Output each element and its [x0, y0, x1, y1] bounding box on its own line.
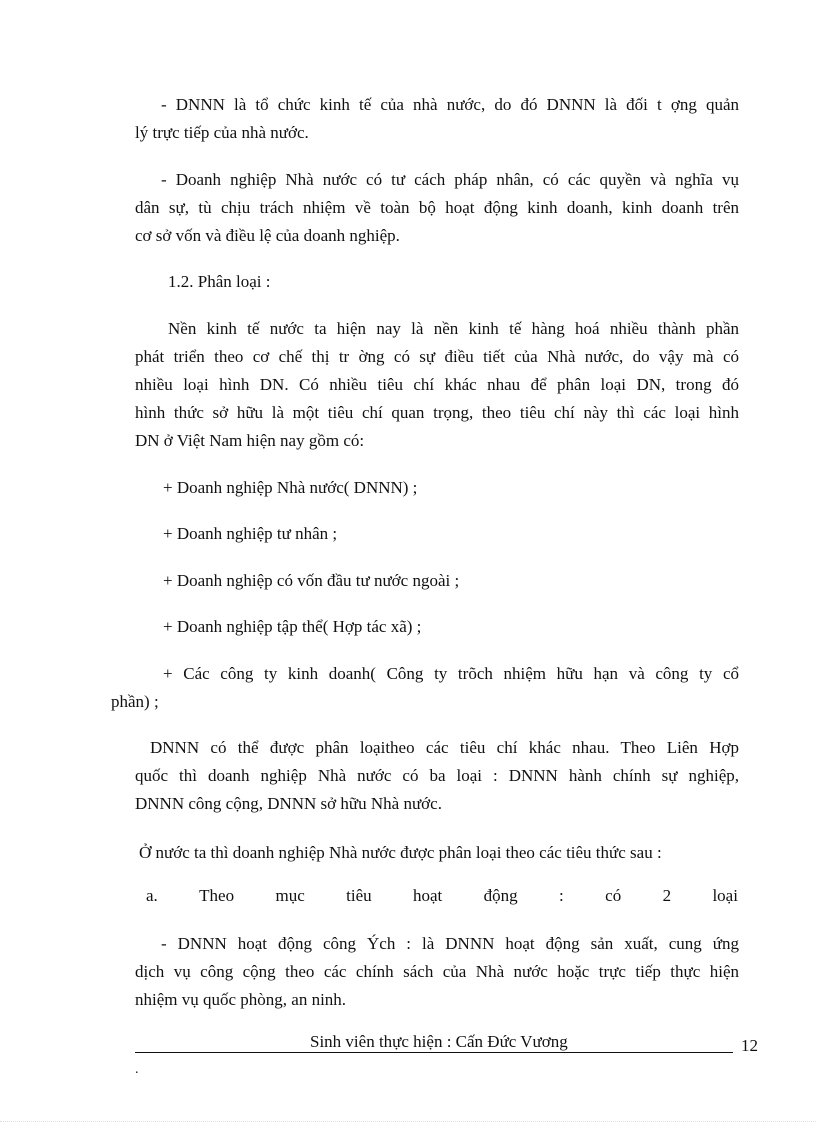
row-a-word: hoạt — [413, 886, 443, 905]
text-line: - DNNN hoạt động công Ých : là DNNN hoạt động sản xuất, cung ứng — [161, 934, 739, 953]
paragraph-companies — [111, 660, 739, 716]
row-a-word: Theo — [199, 886, 235, 905]
footer-rule — [135, 1052, 733, 1053]
text-line: lý trực tiếp của nhà nước. — [135, 123, 309, 142]
text-line: nhiệm vụ quốc phòng, an ninh. — [135, 990, 347, 1009]
row-a-word: 2 — [662, 886, 672, 905]
paragraph-legal-entity — [135, 166, 739, 250]
text-line: DNNN công cộng, DNNN sở hữu Nhà nước. — [135, 794, 442, 813]
row-a-word: a. — [146, 886, 158, 905]
page-number: 12 — [741, 1036, 758, 1055]
text-line: dân sự, tù chịu trách nhiệm về toàn bộ hoạt động kinh doanh, kinh doanh trên — [135, 198, 739, 217]
page-edge-divider — [0, 1121, 816, 1122]
row-a-word: : — [559, 886, 564, 905]
list-item: + Doanh nghiệp có vốn đầu tư nước ngoài ; — [163, 571, 460, 590]
text-line: phần) ; — [111, 692, 159, 711]
text-line: hình thức sở hữu là một tiêu chí quan trọng, theo tiêu chí này thì các loại hình — [135, 403, 739, 422]
text-line: cơ sở vốn và điều lệ của doanh nghiệp. — [135, 226, 400, 245]
text-line: dịch vụ công cộng theo các chính sách của Nhà nước hoặc trực tiếp thực hiện — [135, 962, 739, 981]
footer-author: Sinh viên thực hiện : Cấn Đức Vương — [310, 1032, 568, 1051]
row-a-word: loại — [712, 886, 738, 905]
list-item: + Doanh nghiệp Nhà nước( DNNN) ; — [163, 478, 418, 497]
paragraph-public-service — [135, 930, 739, 1014]
row-a-word: động — [483, 886, 518, 905]
row-a-word: có — [605, 886, 622, 905]
item-a-row — [146, 882, 738, 910]
section-heading: 1.2. Phân loại : — [168, 272, 271, 291]
list-item: + Doanh nghiệp tập thể( Hợp tác xã) ; — [163, 617, 422, 636]
text-line: DN ở Việt Nam hiện nay gồm có: — [135, 431, 365, 450]
paragraph-economy — [135, 315, 739, 455]
text-line: phát triển theo cơ chế thị tr ờng có sự điều tiết của Nhà nước, do vậy mà có — [135, 347, 739, 366]
footer-mark: . — [135, 1062, 139, 1077]
row-a-word: mục — [275, 886, 305, 905]
text-line: - DNNN là tổ chức kinh tế của nhà nước, do đó DNNN là đối t ợng quản — [161, 95, 739, 114]
text-line: nhiều loại hình DN. Có nhiều tiêu chí khác nhau để phân loại DN, trong đó — [135, 375, 739, 394]
paragraph-criteria: Ở nước ta thì doanh nghiệp Nhà nước được phân loại theo các tiêu thức sau : — [139, 843, 662, 862]
list-item: + Doanh nghiệp tư nhân ; — [163, 524, 338, 543]
text-line: + Các công ty kinh doanh( Công ty trõch nhiệm hữu hạn và công ty cổ — [163, 664, 739, 683]
text-line: DNNN có thể được phân loạitheo các tiêu chí khác nhau. Theo Liên Hợp — [150, 738, 739, 757]
paragraph-un-classification — [135, 734, 739, 818]
paragraph-dnnn-definition — [135, 91, 739, 147]
text-line: quốc thì doanh nghiệp Nhà nước có ba loại : DNNN hành chính sự nghiệp, — [135, 766, 739, 785]
text-line: Nền kinh tế nước ta hiện nay là nền kinh tế hàng hoá nhiều thành phần — [168, 319, 739, 338]
row-a-word: tiêu — [346, 886, 372, 905]
text-line: - Doanh nghiệp Nhà nước có tư cách pháp nhân, có các quyền và nghĩa vụ — [161, 170, 739, 189]
